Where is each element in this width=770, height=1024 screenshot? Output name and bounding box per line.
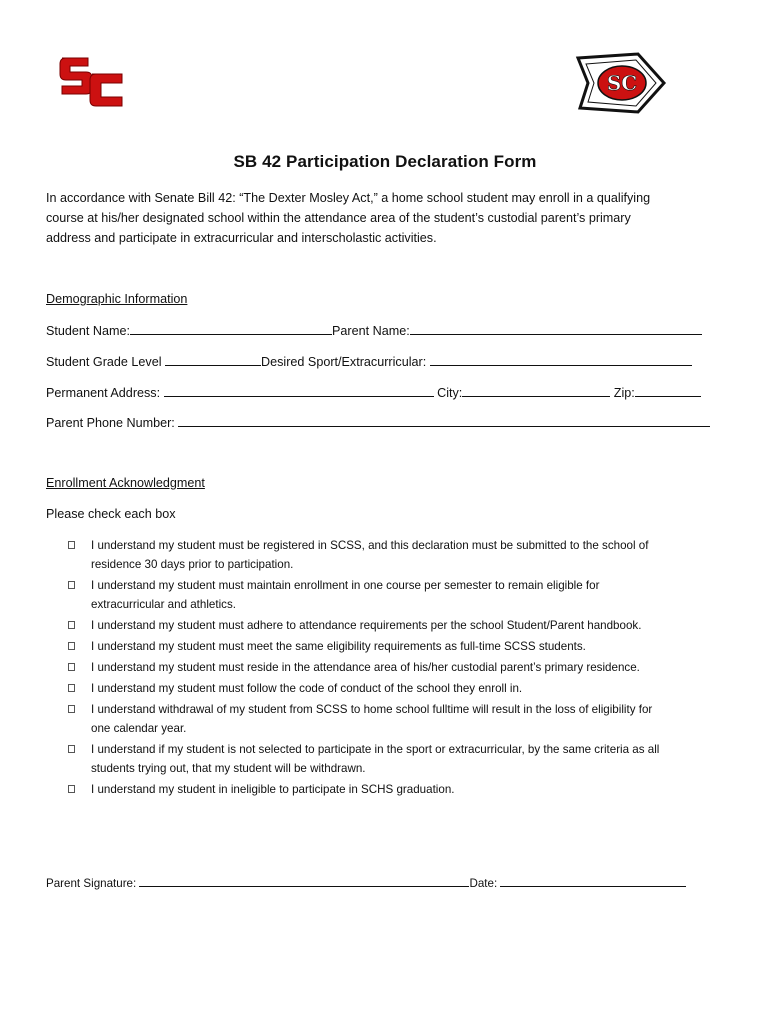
student-parent-name-row: [46, 323, 702, 338]
zip-field[interactable]: [635, 385, 701, 397]
parent-name-field[interactable]: [410, 323, 702, 335]
acknowledgment-item: [66, 679, 736, 698]
signature-row: [46, 875, 686, 890]
address-label: Permanent Address:: [46, 386, 161, 400]
enrollment-heading: Enrollment Acknowledgment: [46, 476, 205, 490]
acknowledgment-checkbox[interactable]: [68, 621, 75, 629]
zip-label: Zip:: [613, 386, 635, 400]
phone-label: Parent Phone Number:: [46, 416, 175, 430]
acknowledgment-text: I understand withdrawal of my student from SCSS to home school fulltime will result in the loss of eligibility for: [91, 703, 653, 716]
svg-text:SC: SC: [606, 71, 638, 95]
date-label: Date:: [469, 877, 498, 890]
demographic-heading: Demographic Information: [46, 292, 188, 306]
acknowledgment-item: [66, 576, 736, 614]
phone-field[interactable]: [178, 415, 710, 427]
arrowhead-logo-right: [572, 50, 668, 116]
acknowledgment-text: one calendar year.: [91, 722, 187, 735]
enrollment-instruction: Please check each box: [46, 507, 176, 521]
acknowledgment-checkbox[interactable]: [68, 705, 75, 713]
parent-signature-field[interactable]: [139, 875, 469, 887]
acknowledgment-item: [66, 536, 736, 574]
acknowledgment-list: [66, 536, 736, 801]
grade-level-label: Student Grade Level: [46, 355, 162, 369]
acknowledgment-item: [66, 658, 736, 677]
intro-paragraph: [46, 188, 736, 248]
student-name-field[interactable]: [130, 323, 332, 335]
acknowledgment-text: I understand if my student is not selected to participate in the sport or extracurricular, by the same criteria as all: [91, 743, 660, 756]
phone-row: [46, 415, 710, 430]
city-field[interactable]: [462, 385, 610, 397]
acknowledgment-item: [66, 700, 736, 738]
acknowledgment-text: I understand my student must meet the same eligibility requirements as full-time SCSS students.: [91, 640, 586, 653]
acknowledgment-checkbox[interactable]: [68, 581, 75, 589]
acknowledgment-checkbox[interactable]: [68, 663, 75, 671]
form-title: SB 42 Participation Declaration Form: [233, 152, 537, 171]
student-name-label: Student Name:: [46, 324, 131, 338]
acknowledgment-text: extracurricular and athletics.: [91, 598, 236, 611]
address-field[interactable]: [164, 385, 434, 397]
acknowledgment-item: [66, 616, 736, 635]
acknowledgment-item: [66, 740, 736, 778]
sport-field[interactable]: [430, 354, 692, 366]
city-label: City:: [437, 386, 463, 400]
acknowledgment-checkbox[interactable]: [68, 684, 75, 692]
acknowledgment-checkbox[interactable]: [68, 785, 75, 793]
parent-name-label: Parent Name:: [332, 324, 410, 338]
intro-line: course at his/her designated school within the attendance area of the student’s custodial parent’s primary: [46, 211, 631, 225]
parent-signature-label: Parent Signature:: [46, 877, 137, 890]
acknowledgment-text: I understand my student must maintain enrollment in one course per semester to remain eligible for: [91, 579, 600, 592]
grade-level-field[interactable]: [165, 354, 261, 366]
acknowledgment-checkbox[interactable]: [68, 642, 75, 650]
acknowledgment-text: I understand my student must adhere to attendance requirements per the school Student/Parent handbook.: [91, 619, 642, 632]
date-field[interactable]: [500, 875, 686, 887]
sport-label: Desired Sport/Extracurricular:: [261, 355, 427, 369]
acknowledgment-text: I understand my student must be registered in SCSS, and this declaration must be submitted to the school of: [91, 539, 649, 552]
acknowledgment-text: I understand my student must reside in the attendance area of his/her custodial parent’s primary residence.: [91, 661, 640, 674]
acknowledgment-text: students trying out, that my student will be withdrawn.: [91, 762, 366, 775]
intro-line: address and participate in extracurricular and interscholastic activities.: [46, 231, 437, 245]
acknowledgment-text: residence 30 days prior to participation.: [91, 558, 294, 571]
acknowledgment-checkbox[interactable]: [68, 541, 75, 549]
address-row: [46, 385, 701, 400]
acknowledgment-text: I understand my student in ineligible to participate in SCHS graduation.: [91, 783, 455, 796]
sc-logo-left: [58, 52, 132, 112]
intro-line: In accordance with Senate Bill 42: “The Dexter Mosley Act,” a home school student may enroll in a qualifying: [46, 191, 651, 205]
acknowledgment-item: [66, 637, 736, 656]
acknowledgment-checkbox[interactable]: [68, 745, 75, 753]
grade-sport-row: [46, 354, 692, 369]
acknowledgment-text: I understand my student must follow the code of conduct of the school they enroll in.: [91, 682, 523, 695]
acknowledgment-item: [66, 780, 736, 799]
